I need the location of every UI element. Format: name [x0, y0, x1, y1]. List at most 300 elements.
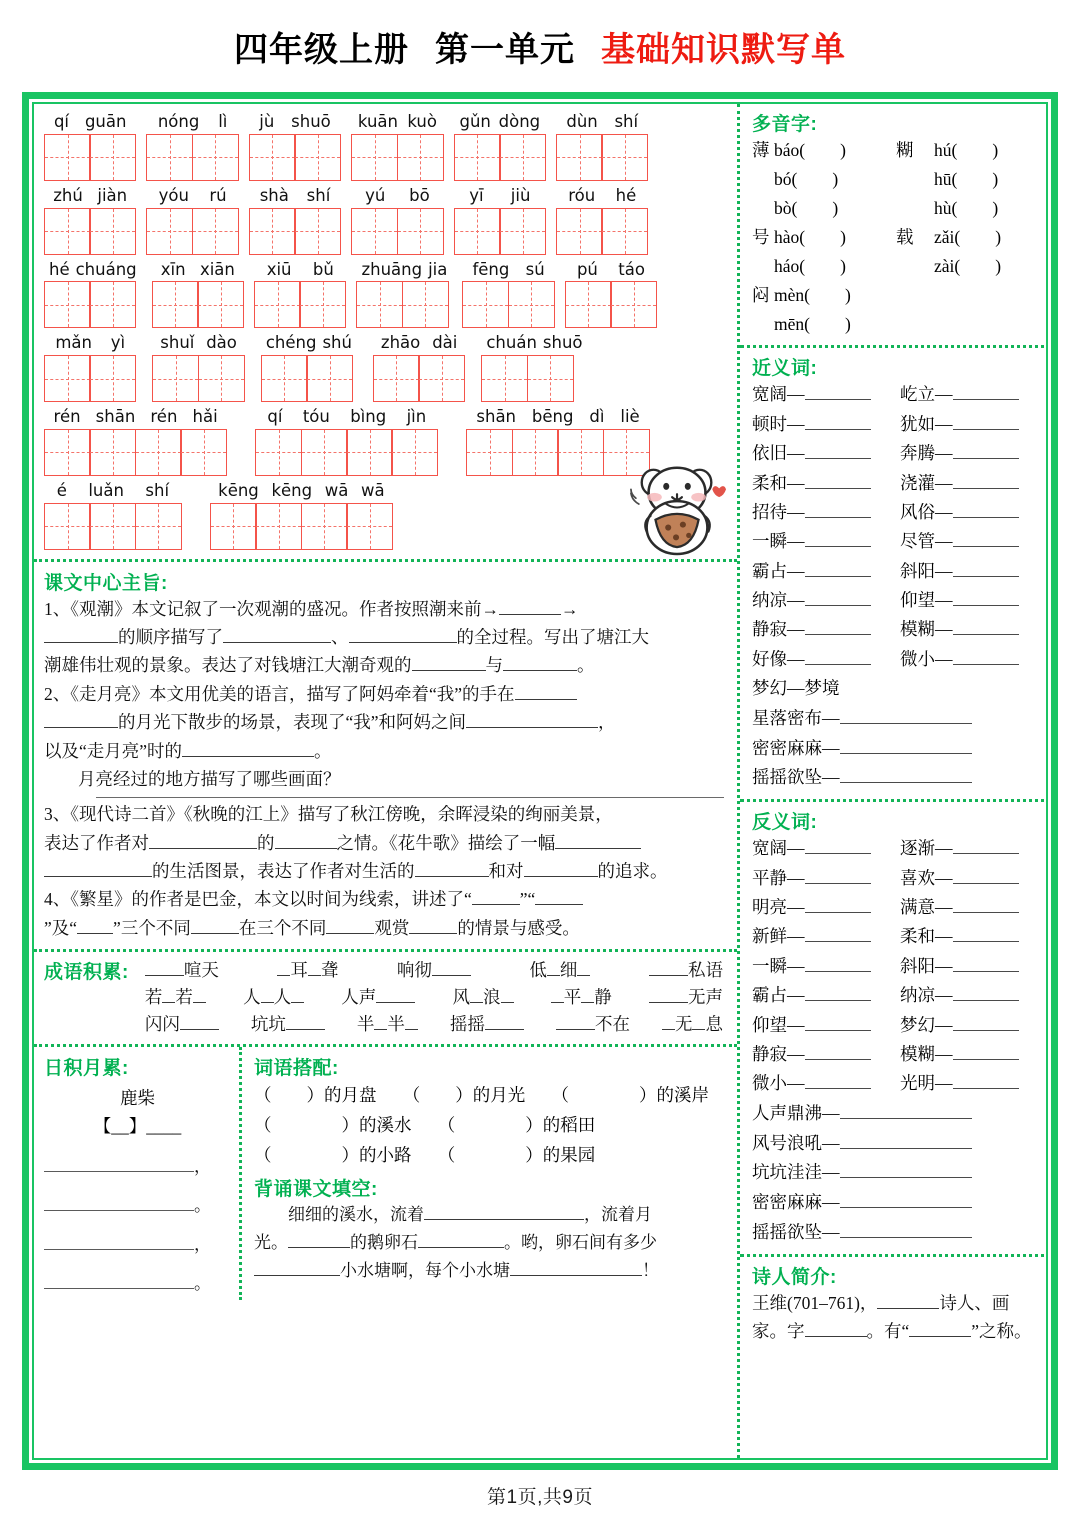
recite-part: 的鹅卵石: [350, 1232, 418, 1252]
pinyin-syllable: fēng: [472, 259, 510, 279]
character-cells: [146, 134, 238, 181]
idiom-item[interactable]: 低 细: [529, 957, 594, 984]
pinyin-syllable: lì: [218, 112, 228, 131]
synonym-long-item[interactable]: 密密麻麻—: [752, 734, 1048, 764]
polyphone-row: [752, 252, 1048, 281]
synonym-row: [752, 557, 1048, 586]
character-cell[interactable]: [466, 429, 513, 476]
character-cell[interactable]: [556, 208, 603, 255]
character-cells: [373, 355, 465, 402]
character-cell[interactable]: [397, 134, 444, 181]
antonym-item[interactable]: 平静—: [752, 864, 900, 893]
pinyin-syllable: shān: [95, 407, 136, 427]
idiom-item[interactable]: 若 若: [145, 984, 210, 1011]
polyphone-row: [752, 194, 1048, 223]
character-cell[interactable]: [391, 429, 438, 476]
antonym-item[interactable]: 逐渐—: [900, 834, 1048, 863]
blank[interactable]: [191, 933, 239, 934]
synonym-item[interactable]: 柔和—: [752, 469, 900, 498]
theme-text: ”及“: [44, 917, 78, 938]
antonym-item[interactable]: 模糊—: [900, 1040, 1048, 1069]
pinyin-syllable: wā: [361, 480, 385, 500]
character-cell[interactable]: [44, 281, 91, 328]
pinyin-syllable: xiū: [266, 259, 292, 279]
synonym-item[interactable]: 宽阔—: [752, 380, 900, 409]
blank[interactable]: [254, 1275, 340, 1276]
polyphone-reading[interactable]: mèn( ): [774, 285, 851, 306]
pinyin-syllable: qí: [267, 407, 283, 427]
blank[interactable]: [149, 848, 257, 849]
pinyin-label: [152, 260, 244, 282]
character-cell[interactable]: [499, 208, 546, 255]
pinyin-syllable: shí: [306, 185, 331, 205]
character-cell[interactable]: [192, 208, 239, 255]
idiom-item[interactable]: 不在: [556, 1011, 634, 1038]
pinyin-word-group: [249, 186, 341, 255]
synonym-item[interactable]: 好像—: [752, 645, 900, 674]
pinyin-label: [454, 186, 546, 208]
idiom-item[interactable]: 坑坑: [251, 1011, 329, 1038]
antonym-item[interactable]: 柔和—: [900, 922, 1048, 951]
polyphone-char: [896, 252, 934, 281]
pinyin-label: [454, 112, 546, 134]
character-cell[interactable]: [294, 134, 341, 181]
blank[interactable]: [275, 848, 337, 849]
character-cells: [210, 503, 393, 550]
theme-text: 的: [257, 832, 275, 853]
antonym-long-item[interactable]: 人声鼎沸—: [752, 1099, 1048, 1129]
character-cell[interactable]: [146, 134, 193, 181]
pinyin-syllable: rú: [209, 185, 227, 205]
polyphone-char: [752, 310, 774, 339]
synonym-item[interactable]: 风俗—: [900, 498, 1048, 527]
theme-text: 。: [577, 655, 595, 676]
blank[interactable]: [503, 670, 577, 671]
recite-part: 细细的溪水，流着: [288, 1204, 424, 1224]
theme-text: 的全过程。写出了塘江大: [456, 627, 649, 648]
character-cell[interactable]: [135, 503, 182, 550]
pinyin-syllable: shú: [322, 333, 352, 353]
pinyin-syllable: pú: [576, 259, 598, 279]
idiom-item[interactable]: 私语: [649, 957, 727, 984]
polyphone-char: [752, 252, 774, 281]
antonym-item[interactable]: 静寂—: [752, 1040, 900, 1069]
character-cell[interactable]: [306, 355, 353, 402]
blank[interactable]: [472, 904, 520, 905]
pinyin-label: [44, 112, 136, 134]
page-footer: 第1页,共9页: [487, 1487, 593, 1508]
pinyin-word-group: [249, 112, 341, 181]
idiom-item[interactable]: 无 息: [662, 1011, 727, 1038]
pinyin-word-group: [44, 260, 142, 329]
idiom-item[interactable]: 无声: [649, 984, 727, 1011]
antonym-item[interactable]: 新鲜—: [752, 922, 900, 951]
blank[interactable]: [44, 876, 152, 877]
blank[interactable]: [77, 933, 113, 934]
synonym-row: [752, 410, 1048, 439]
character-cells: [249, 208, 341, 255]
polyphone-char: 闷: [752, 285, 770, 306]
blank[interactable]: [415, 876, 489, 877]
pinyin-grid-section: [34, 104, 737, 559]
pinyin-word-group: [356, 260, 452, 329]
idiom-item[interactable]: 半 半: [357, 1011, 422, 1038]
character-cell[interactable]: [601, 208, 648, 255]
pinyin-syllable: dì: [589, 407, 605, 427]
character-cell[interactable]: [255, 429, 302, 476]
synonym-item[interactable]: 静寂—: [752, 615, 900, 644]
character-cells: [351, 208, 443, 255]
pinyin-word-group: [44, 407, 227, 476]
antonym-item[interactable]: 明亮—: [752, 893, 900, 922]
polyphone-reading[interactable]: bó( ): [774, 169, 839, 190]
character-cell[interactable]: [294, 208, 341, 255]
idiom-item[interactable]: 平 静: [551, 984, 616, 1011]
polyphone-reading[interactable]: mēn( ): [774, 314, 851, 335]
synonym-item[interactable]: 纳凉—: [752, 586, 900, 615]
character-cell[interactable]: [152, 281, 199, 328]
pinyin-label: [481, 333, 587, 355]
character-cell[interactable]: [418, 355, 465, 402]
synonym-heading: 近义词:: [752, 358, 818, 380]
antonym-item[interactable]: 仰望—: [752, 1011, 900, 1040]
polyphone-reading[interactable]: [934, 281, 1034, 310]
blank[interactable]: [326, 933, 374, 934]
pinyin-label: [44, 407, 227, 429]
character-cell[interactable]: [44, 208, 91, 255]
blank[interactable]: [288, 1247, 350, 1248]
character-cell[interactable]: [527, 355, 574, 402]
character-cell[interactable]: [512, 429, 559, 476]
character-cell[interactable]: [249, 208, 296, 255]
antonym-item[interactable]: 光明—: [900, 1069, 1048, 1098]
character-cell[interactable]: [89, 355, 136, 402]
synonym-item[interactable]: 浇灌—: [900, 469, 1048, 498]
idiom-row: [145, 957, 727, 984]
character-cell[interactable]: [261, 355, 308, 402]
character-cell[interactable]: [556, 134, 603, 181]
character-cell[interactable]: [44, 429, 91, 476]
character-cell[interactable]: [499, 134, 546, 181]
antonym-item[interactable]: 满意—: [900, 893, 1048, 922]
character-cell[interactable]: [89, 281, 136, 328]
character-cell[interactable]: [462, 281, 509, 328]
pinyin-syllable: kēng: [218, 480, 259, 500]
polyphone-reading[interactable]: hū( ): [934, 169, 999, 190]
pinyin-syllable: róu: [568, 185, 596, 205]
character-cell[interactable]: [351, 134, 398, 181]
character-cells: [44, 503, 182, 550]
blank[interactable]: [44, 727, 118, 728]
antonym-heading: 反义词:: [752, 812, 818, 834]
pinyin-label: [249, 112, 341, 134]
poem-blank-line[interactable]: ，: [44, 1230, 231, 1255]
blank[interactable]: [909, 1336, 971, 1337]
polyphone-char: [896, 165, 934, 194]
idiom-item[interactable]: 人 人: [243, 984, 308, 1011]
pinyin-syllable: dào: [206, 333, 237, 353]
synonym-item[interactable]: 仰望—: [900, 586, 1048, 615]
polyphone-reading[interactable]: zài( ): [934, 256, 1002, 277]
polyphone-reading[interactable]: báo( ): [774, 140, 846, 160]
antonym-item[interactable]: 梦幻—: [900, 1011, 1048, 1040]
pinyin-syllable: tóu: [302, 407, 330, 427]
page-title: [0, 0, 1080, 92]
synonym-long-item[interactable]: 星落密布—: [752, 704, 1048, 734]
character-cells: [466, 429, 649, 476]
character-cell[interactable]: [146, 208, 193, 255]
pinyin-syllable: luǎn: [88, 480, 124, 500]
title-unit: 第一单元: [435, 30, 575, 69]
pinyin-word-group: [466, 407, 649, 476]
blank[interactable]: [409, 933, 457, 934]
idiom-item[interactable]: 闪闪: [145, 1011, 223, 1038]
synonym-item[interactable]: 模糊—: [900, 615, 1048, 644]
character-cell[interactable]: [481, 355, 528, 402]
poem-blank-line[interactable]: 。: [44, 1269, 231, 1294]
theme-text: ，: [598, 712, 616, 733]
synonym-item[interactable]: 顿时—: [752, 410, 900, 439]
blank[interactable]: [877, 1308, 939, 1309]
pinyin-label: [254, 260, 346, 282]
pinyin-syllable: hé: [615, 185, 637, 205]
antonym-item[interactable]: 微小—: [752, 1069, 900, 1098]
antonym-item[interactable]: 宽阔—: [752, 834, 900, 863]
pinyin-syllable: jù: [259, 112, 275, 131]
synonym-row: [752, 586, 1048, 615]
character-cell[interactable]: [180, 429, 227, 476]
character-cell[interactable]: [152, 355, 199, 402]
blank[interactable]: [555, 848, 641, 849]
antonym-long-item[interactable]: 风号浪吼—: [752, 1129, 1048, 1159]
character-cell[interactable]: [254, 281, 301, 328]
poem-blank-line[interactable]: 。: [44, 1191, 231, 1216]
polyphone-reading[interactable]: bò( ): [774, 198, 839, 219]
answer-line[interactable]: [96, 797, 724, 798]
pinyin-syllable: sú: [525, 259, 545, 279]
character-cell[interactable]: [610, 281, 657, 328]
synonym-item[interactable]: 招待—: [752, 498, 900, 527]
character-cells: [462, 281, 554, 328]
pinyin-syllable: chuán: [486, 333, 537, 353]
idiom-item[interactable]: 耳 聋: [277, 957, 342, 984]
pinyin-syllable: hǎi: [192, 407, 218, 427]
polyphone-reading[interactable]: hào( ): [774, 227, 846, 248]
character-cells: [44, 429, 227, 476]
pinyin-syllable: rén: [150, 407, 178, 427]
antonym-item[interactable]: 喜欢—: [900, 864, 1048, 893]
content-frame: [22, 92, 1058, 1470]
poem-blank-line[interactable]: ，: [44, 1152, 231, 1177]
polyphone-reading[interactable]: hù( ): [934, 198, 999, 219]
character-cell[interactable]: [89, 429, 136, 476]
pinyin-row: [44, 260, 727, 329]
synonym-item[interactable]: 霸占—: [752, 557, 900, 586]
pinyin-syllable: chuáng: [75, 259, 137, 279]
pinyin-word-group: [146, 112, 238, 181]
character-cell[interactable]: [397, 208, 444, 255]
character-cell[interactable]: [508, 281, 555, 328]
pinyin-word-group: [351, 112, 443, 181]
blank[interactable]: [182, 756, 314, 757]
pinyin-syllable: yì: [110, 333, 126, 353]
antonym-item[interactable]: 纳凉—: [900, 981, 1048, 1010]
theme-text: 的追求。: [597, 860, 668, 881]
synonym-row: [752, 527, 1048, 556]
polyphone-reading[interactable]: háo( ): [774, 256, 846, 277]
theme-text: 之情。《花牛歌》描绘了一幅: [336, 832, 556, 853]
pinyin-word-group: [146, 186, 238, 255]
character-cell[interactable]: [346, 503, 393, 550]
antonym-item[interactable]: 斜阳—: [900, 952, 1048, 981]
character-cell[interactable]: [454, 134, 501, 181]
pinyin-word-group: [44, 186, 136, 255]
antonym-item[interactable]: 一瞬—: [752, 952, 900, 981]
character-cell[interactable]: [192, 134, 239, 181]
pinyin-syllable: zhú: [53, 185, 83, 205]
blank[interactable]: [515, 699, 577, 700]
polyphone-reading[interactable]: zǎi( ): [934, 227, 1002, 248]
recite-heading: 背诵课文填空:: [254, 1178, 378, 1200]
theme-text: 的情景与感受。: [457, 917, 580, 938]
synonym-item[interactable]: 依旧—: [752, 439, 900, 468]
character-cell[interactable]: [210, 503, 257, 550]
pinyin-label: [462, 260, 554, 282]
pinyin-label: [556, 112, 648, 134]
antonym-long-item[interactable]: 密密麻麻—: [752, 1188, 1048, 1218]
idiom-item[interactable]: 摇摇: [450, 1011, 528, 1038]
character-cells: [556, 134, 648, 181]
synonym-long-item[interactable]: 摇摇欲坠—: [752, 763, 1048, 793]
antonym-long-item[interactable]: 摇摇欲坠—: [752, 1218, 1048, 1248]
polyphone-reading[interactable]: hú( ): [934, 140, 999, 160]
pinyin-word-group: [261, 333, 357, 402]
character-cell[interactable]: [44, 134, 91, 181]
blank[interactable]: [412, 670, 486, 671]
blank[interactable]: [535, 904, 583, 905]
synonym-row: [752, 645, 1048, 674]
poem-title: 鹿柴: [120, 1088, 155, 1109]
idiom-row: [145, 984, 727, 1011]
pinyin-label: [466, 407, 649, 429]
blank[interactable]: [349, 642, 457, 643]
idiom-item[interactable]: 风 浪: [453, 984, 518, 1011]
pinyin-row: [44, 481, 727, 550]
character-cell[interactable]: [356, 281, 403, 328]
synonym-item[interactable]: 尽管—: [900, 527, 1048, 556]
character-cell[interactable]: [249, 134, 296, 181]
antonym-row: [752, 864, 1048, 893]
character-cell[interactable]: [299, 281, 346, 328]
idiom-item[interactable]: 人声: [341, 984, 419, 1011]
idiom-item[interactable]: 喧天: [145, 957, 223, 984]
pinyin-word-group: [351, 186, 443, 255]
polyphone-heading: 多音字:: [752, 114, 818, 135]
collocation-row: （ ）的溪水 （ ）的稻田: [254, 1115, 596, 1136]
character-cell[interactable]: [601, 134, 648, 181]
character-cell[interactable]: [557, 429, 604, 476]
character-cell[interactable]: [197, 281, 244, 328]
character-cells: [152, 355, 244, 402]
character-cells: [152, 281, 244, 328]
pinyin-syllable: shí: [614, 112, 639, 131]
theme-text: 1、《观潮》本文记叙了一次观潮的盛况。作者按照潮来前→: [44, 598, 499, 619]
character-cell[interactable]: [44, 503, 91, 550]
character-cell[interactable]: [351, 208, 398, 255]
blank[interactable]: [466, 727, 598, 728]
blank[interactable]: [223, 642, 331, 643]
poet-bio: [752, 1289, 1048, 1346]
character-cell[interactable]: [454, 208, 501, 255]
synonym-item[interactable]: 犹如—: [900, 410, 1048, 439]
blank[interactable]: [44, 642, 118, 643]
polyphone-char: 号: [752, 227, 770, 248]
blank[interactable]: [424, 1219, 584, 1220]
idiom-item[interactable]: 响彻: [397, 957, 475, 984]
character-cell[interactable]: [346, 429, 393, 476]
synonym-item[interactable]: 一瞬—: [752, 527, 900, 556]
blank[interactable]: [524, 876, 598, 877]
pinyin-word-group: [44, 112, 136, 181]
synonym-filled: 梦幻—梦境: [752, 678, 840, 699]
character-cells: [249, 134, 341, 181]
polyphone-row: [752, 136, 1048, 165]
synonym-item[interactable]: 微小—: [900, 645, 1048, 674]
pinyin-label: [44, 481, 182, 503]
left-column: [34, 104, 737, 1458]
character-cell[interactable]: [301, 503, 348, 550]
recite-part: 小水塘啊，每个小水塘: [340, 1261, 510, 1280]
character-cells: [44, 281, 142, 328]
pinyin-row: [44, 186, 727, 255]
poet-part: 诗人、画: [939, 1292, 1010, 1313]
character-cell[interactable]: [301, 429, 348, 476]
antonym-row: [752, 1069, 1048, 1098]
pinyin-syllable: bēng: [531, 407, 574, 427]
character-cell[interactable]: [44, 355, 91, 402]
pinyin-syllable: dòng: [498, 112, 541, 131]
character-cell[interactable]: [135, 429, 182, 476]
character-cell[interactable]: [402, 281, 449, 328]
theme-text: 的生活图景，表达了作者对生活的: [152, 860, 415, 881]
antonym-row: [752, 922, 1048, 951]
antonym-long-item[interactable]: 坑坑洼洼—: [752, 1158, 1048, 1188]
blank[interactable]: [418, 1247, 504, 1248]
character-cell[interactable]: [255, 503, 302, 550]
pinyin-syllable: dài: [432, 333, 458, 353]
character-cell[interactable]: [89, 134, 136, 181]
daily-heading: 日积月累:: [44, 1058, 129, 1080]
polyphone-reading[interactable]: [934, 310, 1034, 339]
daily-accumulation-section: [34, 1047, 239, 1300]
blank[interactable]: [805, 1336, 867, 1337]
blank[interactable]: [499, 614, 561, 615]
polyphone-char: 薄: [752, 140, 770, 160]
character-cell[interactable]: [89, 208, 136, 255]
synonym-item[interactable]: 屹立—: [900, 380, 1048, 409]
antonym-item[interactable]: 霸占—: [752, 981, 900, 1010]
synonym-item[interactable]: 斜阳—: [900, 557, 1048, 586]
recite-part: 。哟，卵石间有多少: [504, 1232, 657, 1252]
character-cell[interactable]: [565, 281, 612, 328]
pinyin-label: [255, 407, 438, 429]
pinyin-syllable: yī: [469, 185, 484, 205]
blank[interactable]: [510, 1275, 642, 1276]
character-cell[interactable]: [198, 355, 245, 402]
character-cell[interactable]: [89, 503, 136, 550]
character-cell[interactable]: [373, 355, 420, 402]
synonym-item[interactable]: 奔腾—: [900, 439, 1048, 468]
